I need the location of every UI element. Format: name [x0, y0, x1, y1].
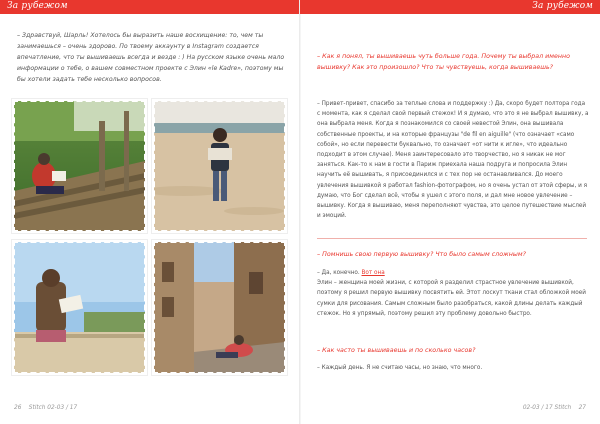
- question-2: – Помнишь свою первую вышивку? Что было самым сложным?: [317, 251, 526, 258]
- answer-3: – Каждый день. Я не считаю часы, но знаю, что много.: [317, 365, 483, 371]
- garden-steps-illustration: [14, 101, 145, 231]
- photo-beach: [154, 101, 285, 231]
- old-street-illustration: [154, 242, 285, 373]
- question-1: – Как я понял, ты вышиваешь чуть больше года. Почему ты выбрал именно вышивку? Как это произошло? Что ты чувствуешь, когда вышиваешь?: [317, 53, 570, 71]
- issue-label-left: Stitch 02-03 / 17: [28, 405, 78, 411]
- answer-2-body: Элин – женщина моей жизни, с которой я разделил страстное увлечение вышивкой, поэтому я решил первую вышивку посвятить ей. Этот лоскут ткани стал обложкой моей сумки для рисования. Самым сложным было разобраться, какой длины делать каждый стежок. Но я упрямый, поэтому решил эту проблему довольно быстро.: [317, 280, 586, 317]
- divider-1: [317, 238, 587, 239]
- question-3: – Как часто ты вышиваешь и по сколько часов?: [317, 347, 476, 354]
- intro-text: – Здравствуй, Шарль! Хотелось бы выразить наше восхищение: то, чем ты занимаешься – очень здорово. По твоему аккаунту в Instagram создается впечатление, что ты вышиваешь всегда и везде : ) На русском языке очень мало информации о тебе, о вашем совместном проекте с Элин «le Kadre», поэтому мы бы хотели задать тебе несколько вопросов.: [17, 32, 285, 84]
- photo-garden-steps: [14, 101, 145, 231]
- terrace-illustration: [14, 242, 145, 373]
- page-number-right: 27: [578, 405, 586, 411]
- answer-2: [317, 268, 589, 319]
- section-title-left: За рубежом: [7, 1, 68, 11]
- footer-left: [14, 405, 77, 411]
- answer-1: – Привет-привет, спасибо за теплые слова и поддержку :) Да, скоро будет полтора года с момента, как я сделал свой первый стежок! И я думаю, что это я не выбрал вышивку, а она выбрала меня. Когда я познакомился со своей невестой Элин, она вышивала собственные проекты, и на которые французы "de fil en aiguille" (что означает «само собой», но если перевести буквально, то означает «от нити к игле», что идеально подходит в этом случае). Меня заинтересовало это творчество, но я никак не мог заняться. Как-то к нам в гости в Париж приехала наша подруга и попросила Элин научить её вышивать, я присоединился и с тех пор не останавливался. До моего увлечения вышивкой я работал fashion-фотографом, но я очень устал от этой сферы, и я думаю, что Бог сделал всё, чтобы я ушел с этого поля, и дал мне новое увлечение – вышивку. Когда я вышиваю, меня переполняют чувства, это целое путешествие мыслей и эмоций.: [317, 101, 589, 220]
- issue-label-right: 02-03 / 17 Stitch: [522, 405, 572, 411]
- page-number-left: 26: [14, 405, 22, 411]
- beach-illustration: [154, 101, 285, 231]
- right-page: [300, 0, 600, 424]
- photo-old-street: [154, 242, 285, 373]
- answer-2-prefix: – Да, конечно.: [317, 270, 360, 276]
- first-embroidery-link[interactable]: Вот она: [361, 270, 385, 276]
- section-title-right: За рубежом: [532, 1, 593, 11]
- photo-terrace: [14, 242, 145, 373]
- footer-right: [523, 405, 586, 411]
